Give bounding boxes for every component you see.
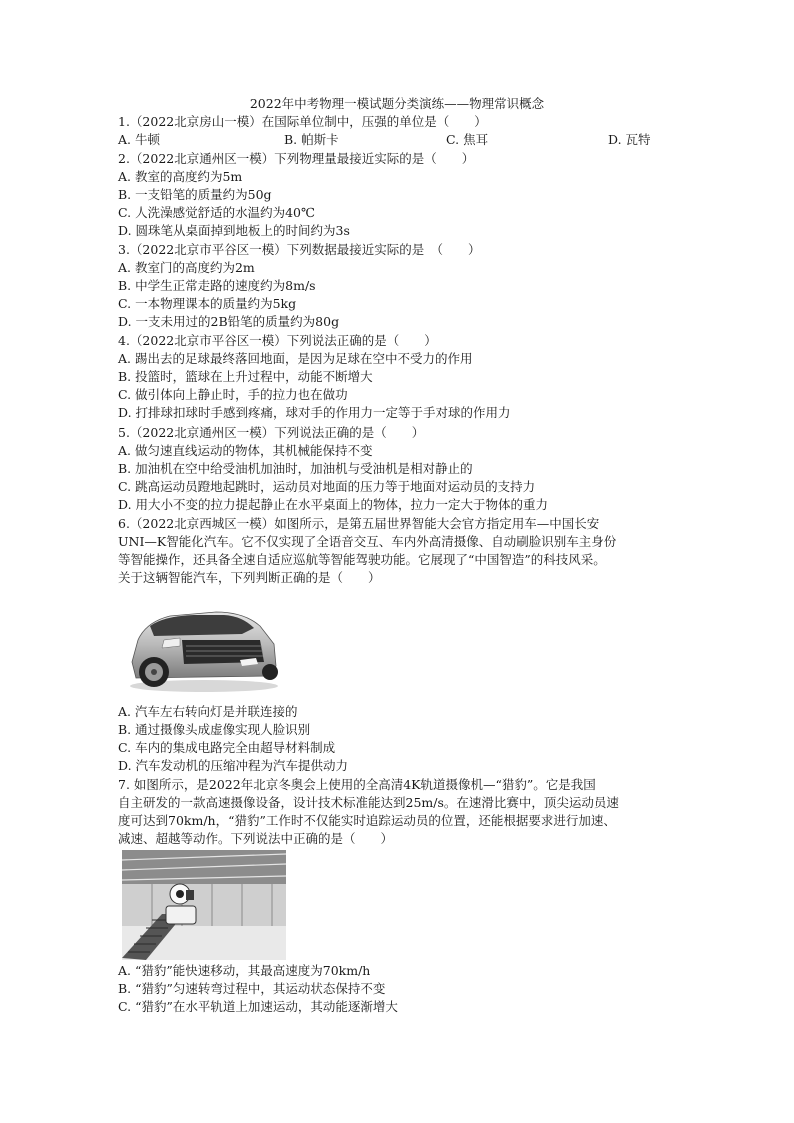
question-3-option-c: C. 一本物理课本的质量约为5kg (118, 296, 297, 311)
question-3-option-b: B. 中学生正常走路的速度约为8m/s (118, 278, 316, 293)
question-7-stem-line-3: 度可达到70km/h，“猎豹”工作时不仅能实时追踪运动员的位置，还能根据要求进行加速、 (118, 813, 616, 828)
question-6-stem-line-4: 关于这辆智能汽车，下列判断正确的是（ ） (118, 570, 381, 585)
question-7-option-c: C. “猎豹”在水平轨道上加速运动，其动能逐渐增大 (118, 999, 398, 1014)
car-photo (124, 600, 280, 694)
question-3-option-a: A. 教室门的高度约为2m (118, 260, 255, 275)
question-1-options (118, 131, 678, 149)
question-2-stem: 2.（2022北京通州区一模）下列物理量最接近实际的是（ ） (118, 151, 475, 166)
question-4-option-c: C. 做引体向上静止时，手的拉力也在做功 (118, 387, 348, 402)
camera-photo (122, 850, 286, 960)
question-2-option-d: D. 圆珠笔从桌面掉到地板上的时间约为3s (118, 223, 350, 238)
question-6-option-d: D. 汽车发动机的压缩冲程为汽车提供动力 (118, 758, 349, 773)
question-4-option-d: D. 打排球扣球时手感到疼痛，球对手的作用力一定等于手对球的作用力 (118, 405, 511, 420)
question-7-option-b: B. “猎豹”匀速转弯过程中，其运动状态保持不变 (118, 981, 386, 996)
question-7-stem-line-4: 减速、超越等动作。下列说法中正确的是（ ） (118, 831, 394, 846)
car-illustration-icon (124, 600, 280, 694)
question-4-option-b: B. 投篮时，篮球在上升过程中，动能不断增大 (118, 369, 373, 384)
question-1-option-c: C. 焦耳 (446, 132, 489, 147)
question-7-option-a: A. “猎豹”能快速移动，其最高速度为70km/h (118, 963, 371, 978)
question-6-option-a: A. 汽车左右转向灯是并联连接的 (118, 704, 298, 719)
question-3-option-d: D. 一支未用过的2B铅笔的质量约为80g (118, 314, 340, 329)
question-7-stem-line-1: 7. 如图所示，是2022年北京冬奥会上使用的全高清4K轨道摄像机—“猎豹”。它是我国 (118, 777, 596, 792)
question-1-option-b: B. 帕斯卡 (284, 132, 339, 147)
question-2-option-b: B. 一支铅笔的质量约为50g (118, 187, 272, 202)
question-5-option-b: B. 加油机在空中给受油机加油时，加油机与受油机是相对静止的 (118, 461, 473, 476)
question-1-option-d: D. 瓦特 (608, 132, 651, 147)
track-camera-illustration-icon (122, 850, 286, 960)
question-3-stem: 3.（2022北京市平谷区一模）下列数据最接近实际的是 （ ） (118, 242, 481, 257)
question-4-option-a: A. 踢出去的足球最终落回地面，是因为足球在空中不受力的作用 (118, 351, 473, 366)
question-5-option-a: A. 做匀速直线运动的物体，其机械能保持不变 (118, 443, 373, 458)
question-6-stem-line-2: UNI—K智能化汽车。它不仅实现了全语音交互、车内外高清摄像、自动刷脸识别车主身份 (118, 534, 617, 549)
question-5-option-c: C. 跳高运动员蹬地起跳时，运动员对地面的压力等于地面对运动员的支持力 (118, 479, 536, 494)
question-2-option-c: C. 人洗澡感觉舒适的水温约为40℃ (118, 205, 315, 220)
question-6-option-c: C. 车内的集成电路完全由超导材料制成 (118, 740, 336, 755)
page-title: 2022年中考物理一模试题分类演练——物理常识概念 (249, 96, 545, 111)
question-1-stem: 1.（2022北京房山一模）在国际单位制中，压强的单位是（ ） (118, 114, 487, 129)
question-5-option-d: D. 用大小不变的拉力提起静止在水平桌面上的物体，拉力一定大于物体的重力 (118, 497, 549, 512)
question-2-option-a: A. 教室的高度约为5m (118, 169, 243, 184)
question-5-stem: 5.（2022北京通州区一模）下列说法正确的是（ ） (118, 425, 425, 440)
question-6-option-b: B. 通过摄像头成虚像实现人脸识别 (118, 722, 311, 737)
question-7-stem-line-2: 自主研发的一款高速摄像设备，设计技术标准能达到25m/s。在速滑比赛中，顶尖运动员速 (118, 795, 619, 810)
question-4-stem: 4.（2022北京市平谷区一模）下列说法正确的是（ ） (118, 333, 437, 348)
question-1-option-a: A. 牛顿 (118, 132, 160, 147)
question-6-stem-line-3: 等智能操作，还具备全速自适应巡航等智能驾驶功能。它展现了“中国智造”的科技风采。 (118, 552, 606, 567)
question-6-stem-line-1: 6.（2022北京西城区一模）如图所示，是第五届世界智能大会官方指定用车—中国长安 (118, 516, 600, 531)
